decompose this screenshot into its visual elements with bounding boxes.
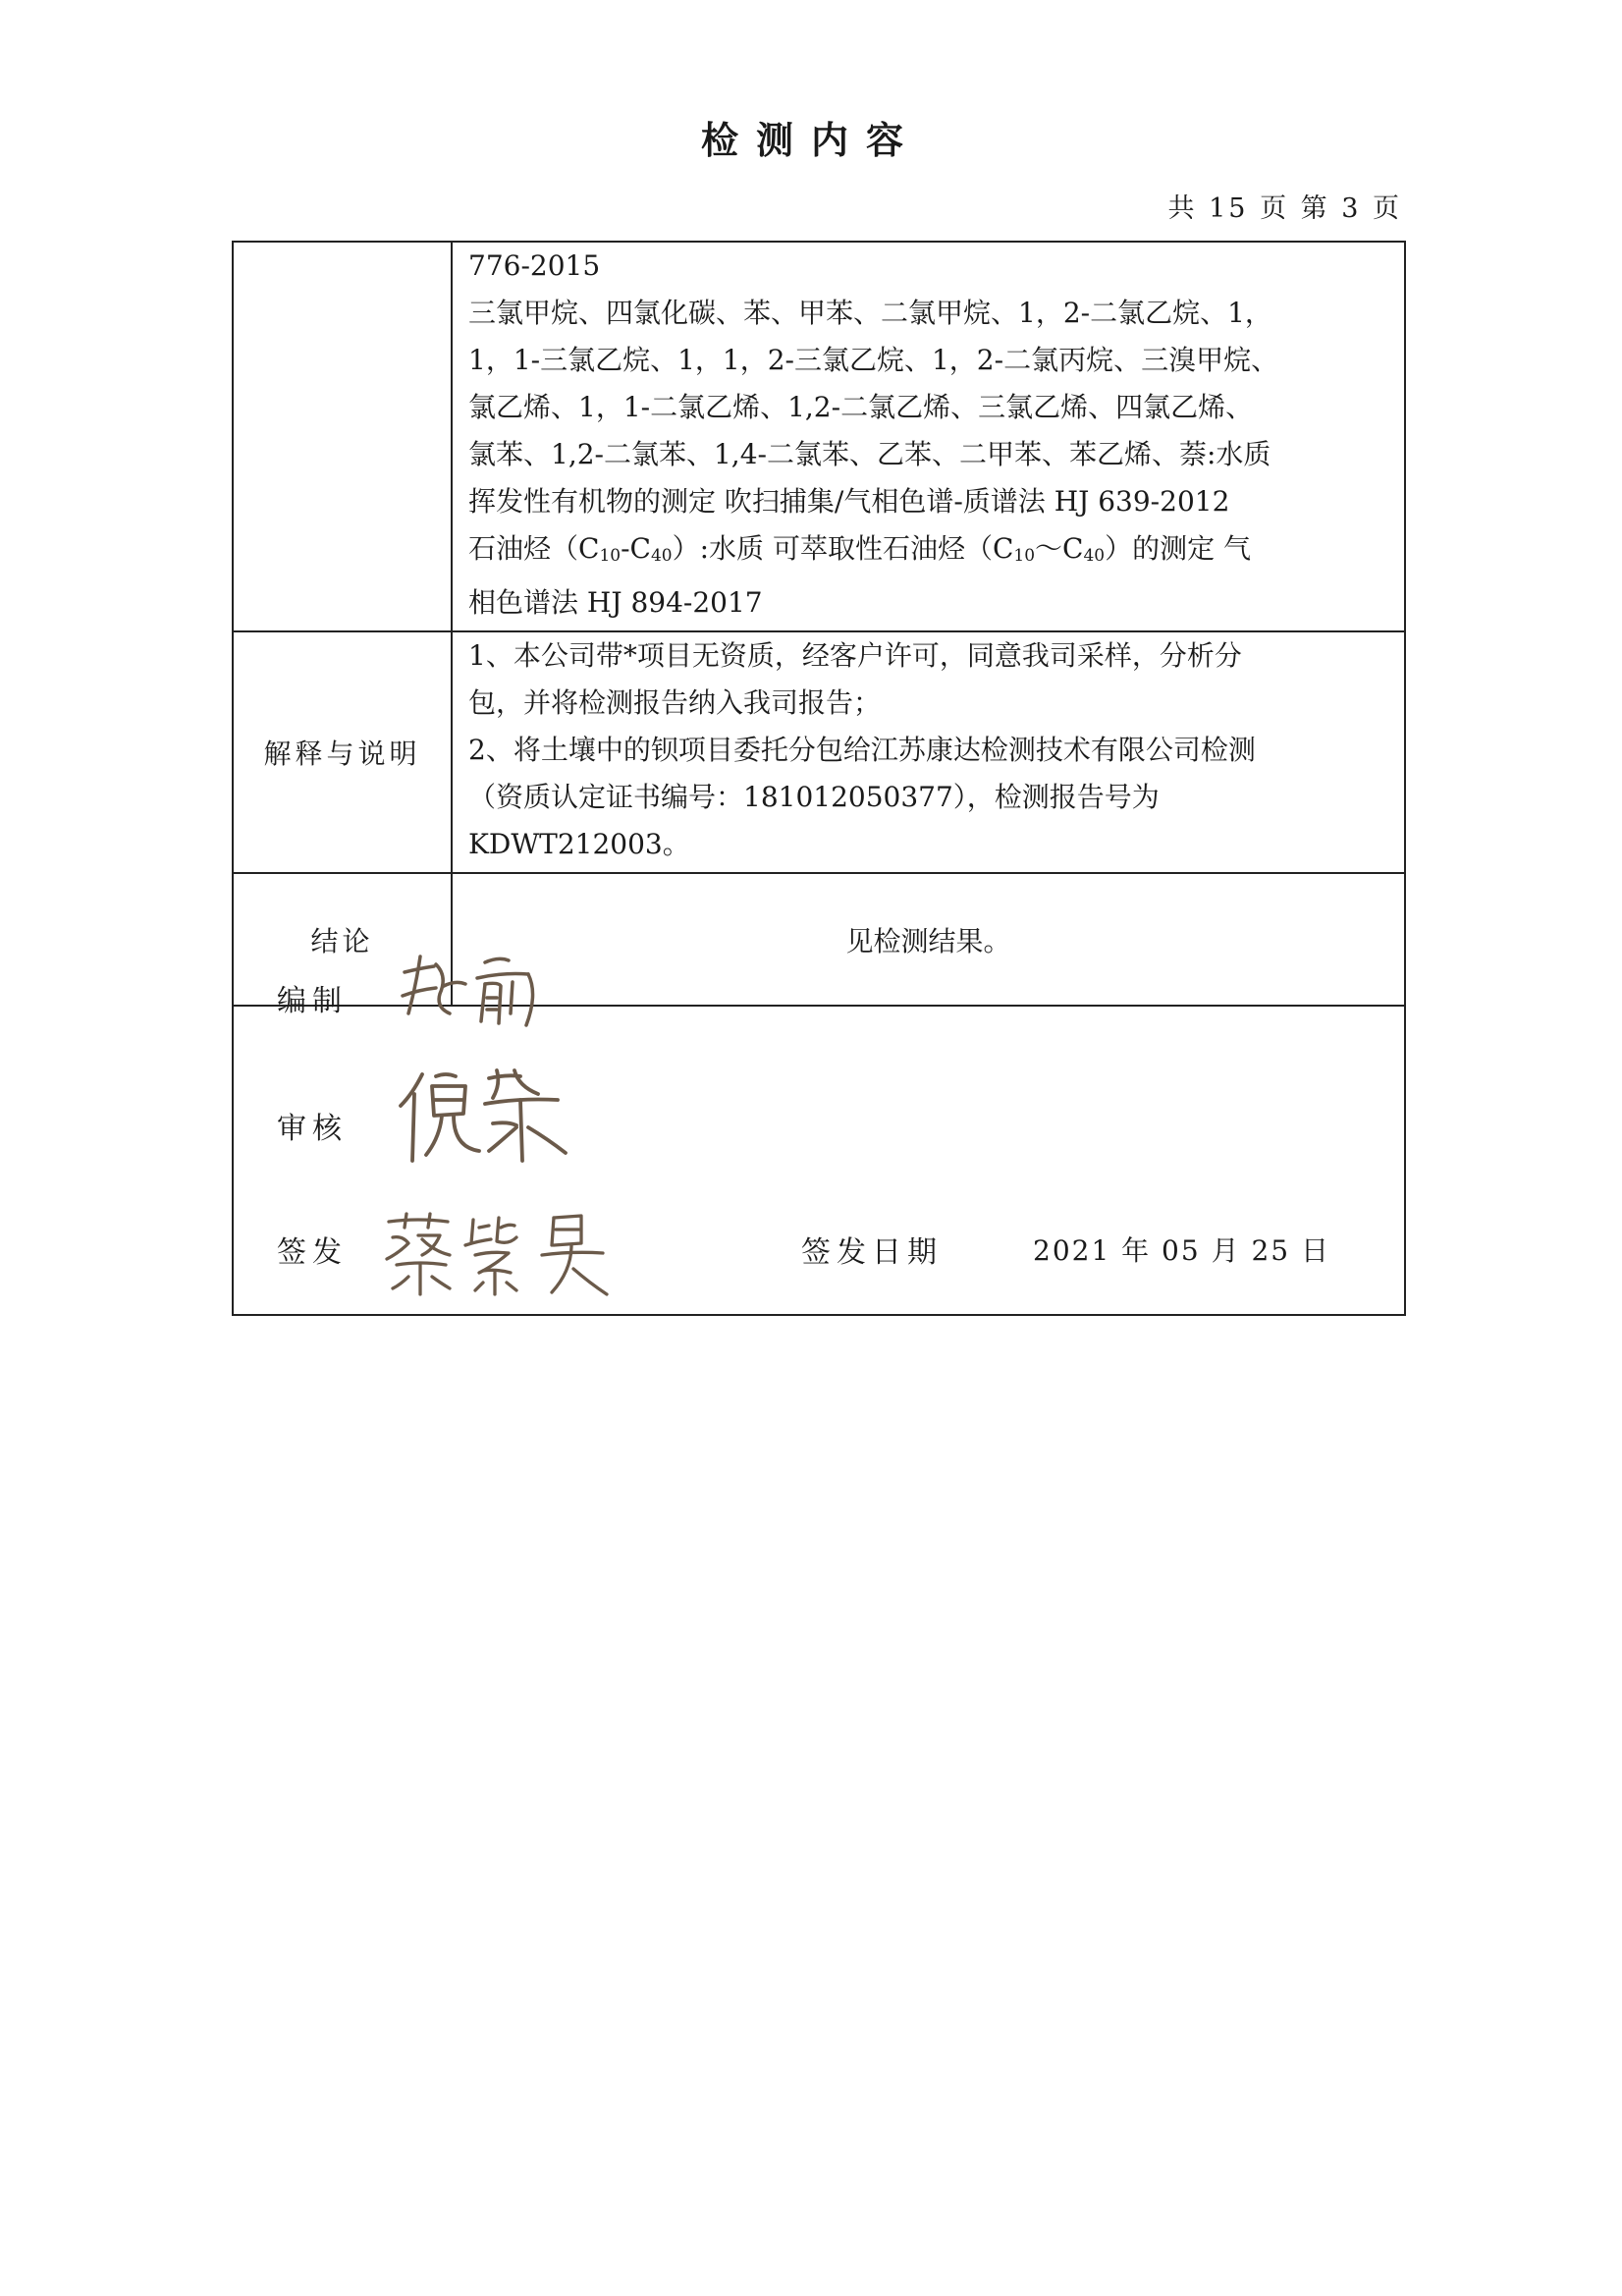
methods-line-petroleum — [468, 525, 1390, 579]
methods-label-cell — [234, 243, 452, 631]
reviewed-label: 审核 — [277, 1112, 348, 1146]
explanation-line: 包，并将检测报告纳入我司报告； — [468, 686, 882, 719]
report-table-frame — [232, 241, 1406, 1316]
methods-line: 三氯甲烷、四氯化碳、苯、甲苯、二氯甲烷、1，2-二氯乙烷、1， — [468, 297, 1272, 329]
methods-line: 相色谱法 HJ 894-2017 — [468, 586, 763, 619]
methods-line: 氯乙烯、1，1-二氯乙烯、1,2-二氯乙烯、三氯乙烯、四氯乙烯、 — [468, 391, 1254, 423]
text-segment: ）的测定 气 — [1105, 532, 1251, 565]
page-number: 共 15 页 第 3 页 — [1167, 193, 1402, 224]
conclusion-text: 见检测结果。 — [452, 873, 1404, 1006]
subscript: 40 — [1083, 546, 1106, 566]
issue-date-label: 签发日期 — [801, 1235, 943, 1270]
explanation-line: （资质认定证书编号：181012050377），检测报告号为 — [468, 781, 1160, 813]
explanation-line: 2、将土壤中的钡项目委托分包给江苏康达检测技术有限公司检测 — [468, 734, 1256, 766]
issue-date: 2021 年 05 月 25 日 — [1033, 1234, 1331, 1267]
explanation-cell — [452, 631, 1404, 873]
methods-line: 挥发性有机物的测定 吹扫捕集/气相色谱-质谱法 HJ 639-2012 — [468, 485, 1230, 518]
subscript: 10 — [599, 546, 622, 566]
methods-row — [234, 243, 1404, 631]
methods-line: 1，1-三氯乙烷、1，1，2-三氯乙烷、1，2-二氯丙烷、三溴甲烷、 — [468, 344, 1279, 376]
text-segment: -C — [621, 532, 651, 565]
issued-label: 签发 — [277, 1235, 348, 1270]
explanation-line: 1、本公司带*项目无资质，经客户许可，同意我司采样，分析分 — [468, 639, 1242, 672]
prepared-label: 编制 — [277, 984, 348, 1018]
methods-line: 776-2015 — [468, 249, 601, 282]
issued-signature — [379, 1210, 644, 1298]
text-segment: 石油烃（C — [468, 532, 600, 565]
methods-cell — [452, 243, 1404, 631]
conclusion-label: 结论 — [234, 873, 452, 1006]
report-table — [234, 243, 1404, 1007]
text-segment: ～C — [1035, 532, 1084, 565]
methods-line: 氯苯、1,2-二氯苯、1,4-二氯苯、乙苯、二甲苯、苯乙烯、萘:水质 — [468, 438, 1271, 470]
page-title: 检测内容 — [700, 118, 921, 162]
explanation-label: 解释与说明 — [234, 631, 452, 873]
explanation-line: KDWT212003。 — [468, 828, 690, 860]
reviewed-signature — [391, 1065, 587, 1168]
text-segment: ）:水质 可萃取性石油烃（C — [672, 532, 1014, 565]
explanation-row — [234, 631, 1404, 873]
prepared-signature — [391, 945, 558, 1033]
subscript: 10 — [1013, 546, 1036, 566]
subscript: 40 — [650, 546, 673, 566]
